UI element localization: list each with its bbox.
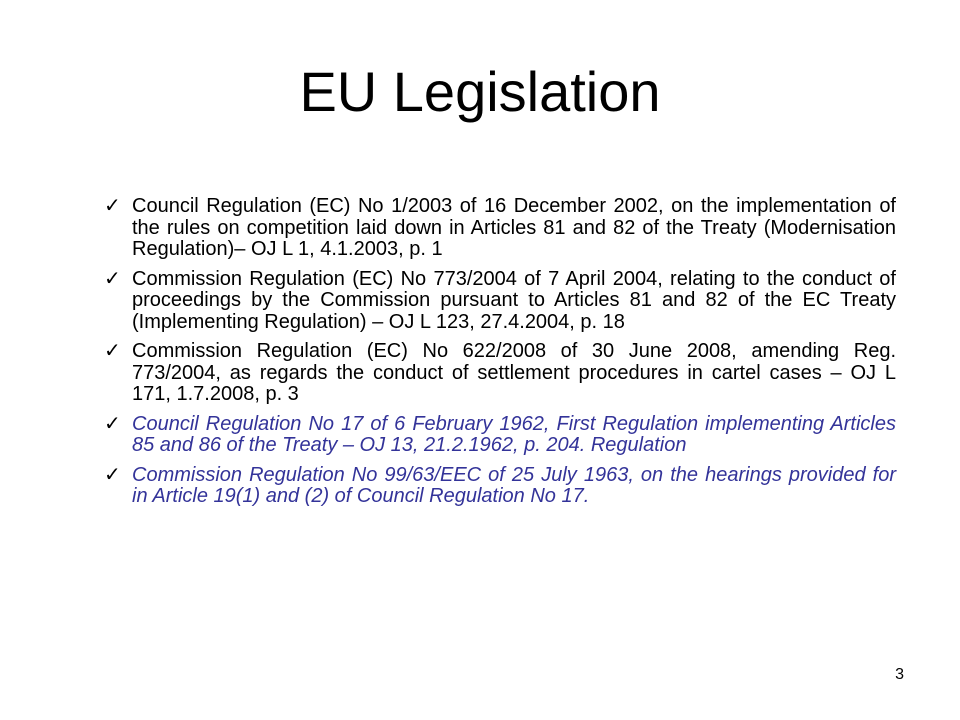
page-number: 3	[895, 666, 904, 683]
list-item-regulation-622-2008	[104, 341, 896, 406]
list-item-text: Council Regulation (EC) No 1/2003 of 16 December 2002, on the implementation of the rules on competition laid down in Articles 81 and 82 of the Treaty (Modernisation Regulation)– OJ L 1, 4.1.2003, p. 1	[132, 195, 896, 260]
check-icon: ✓	[104, 340, 121, 362]
list-item-regulation-1-2003	[104, 196, 896, 261]
check-icon: ✓	[104, 463, 121, 486]
list-item-text: Commission Regulation (EC) No 622/2008 of 30 June 2008, amending Reg. 773/2004, as regards the conduct of settlement procedures in cartel cases – OJ L 171, 1.7.2008, p. 3	[132, 340, 896, 405]
check-icon: ✓	[104, 195, 121, 217]
list-item-regulation-99-63	[104, 465, 896, 508]
slide-title: EU Legislation	[299, 60, 661, 123]
list-item-text: Commission Regulation (EC) No 773/2004 of 7 April 2004, relating to the conduct of proceedings by the Commission pursuant to Articles 81 and 82 of the EC Treaty (Implementing Regulation) – OJ L 123, 27.4.2004, p. 18	[132, 267, 896, 333]
list-item-regulation-17-1962	[104, 414, 896, 457]
legislation-list	[104, 196, 896, 516]
list-item-regulation-773-2004	[104, 269, 896, 334]
check-icon: ✓	[104, 267, 121, 290]
list-item-text: Council Regulation No 17 of 6 February 1962, First Regulation implementing Articles 85 and 86 of the Treaty – OJ 13, 21.2.1962, p. 204. Regulation	[132, 412, 896, 456]
list-item-text: Commission Regulation No 99/63/EEC of 25 July 1963, on the hearings provided for in Article 19(1) and (2) of Council Regulation No 17.	[132, 463, 896, 507]
check-icon: ✓	[104, 412, 121, 435]
